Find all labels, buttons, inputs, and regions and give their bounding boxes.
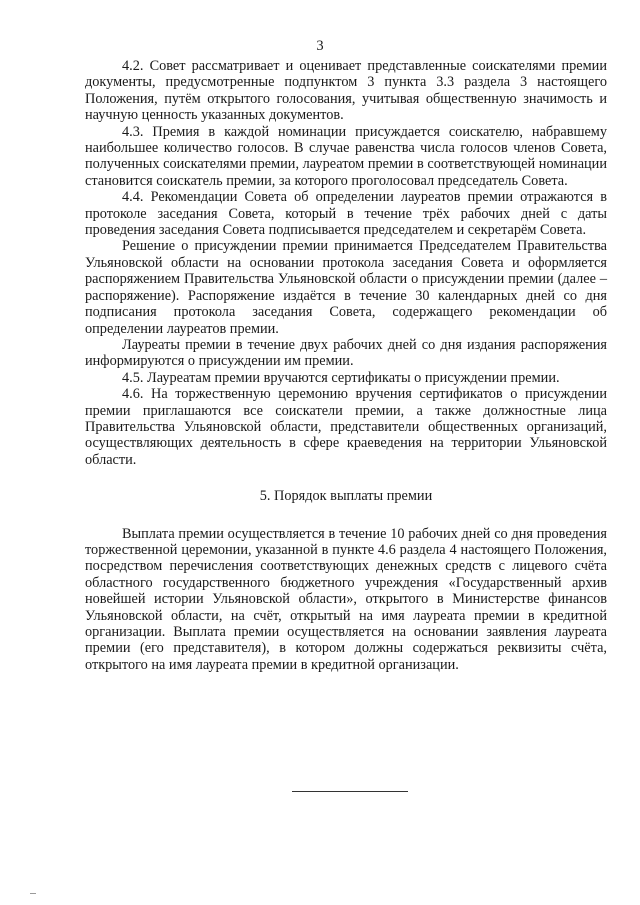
paragraph-decision: Решение о присуждении премии принимается Председателем Правительства Ульяновской области на основании протокола заседания Совета и оформляется распоряжением Правительства Ульяновской области о присуждении премии (далее – распоряжение). Распоряжение издаётся в течение 30 календарных дней со дня подписания протокола заседания Совета, содержащего рекомендации об определении лауреатов премии. <box>85 238 607 337</box>
page-number: 3 <box>316 38 324 54</box>
closing-rule <box>292 791 408 792</box>
document-body <box>85 58 607 673</box>
paragraph-4-4: 4.4. Рекомендации Совета об определении лауреатов премии отражаются в протоколе заседания Совета, который в течение трёх рабочих дней с даты проведения заседания Совета подписывается председателем и секретарём Совета. <box>85 189 607 239</box>
paragraph-4-6: 4.6. На торжественную церемонию вручения сертификатов о присуждении премии приглашаются все соискатели премии, а также должностные лица Правительства Ульяновской области, представители общественных организаций, осуществляющих деятельность в сфере краеведения на территории Ульяновской области. <box>85 386 607 468</box>
paragraph-4-5: 4.5. Лауреатам премии вручаются сертификаты о присуждении премии. <box>122 369 560 386</box>
section-5-heading: 5. Порядок выплаты премии <box>259 488 433 505</box>
section-5-text: Выплата премии осуществляется в течение 10 рабочих дней со дня проведения торжественной церемонии, указанной в пункте 4.6 раздела 4 настоящего Положения, посредством перечисления соответствующих денежных средств с лицевого счёта областного государственного бюджетного учреждения «Государственный архив новейшей истории Ульяновской области», открытого в Министерстве финансов Ульяновской области, на счёт, открытый на имя лауреата премии в кредитной организации. Выплата премии осуществляется на основании заявления лауреата премии (его представителя), в котором должны содержаться реквизиты счёта, открытого на имя лауреата премии в кредитной организации. <box>85 525 607 673</box>
paragraph-4-3: 4.3. Премия в каждой номинации присуждается соискателю, набравшему наибольшее количество голосов. В случае равенства числа голосов членов Совета, полученных соискателями премии, лауреатом премии в соответствующей номинации становится соискатель премии, за которого проголосовал председатель Совета. <box>85 123 607 189</box>
paragraph-laureates-informed: Лауреаты премии в течение двух рабочих дней со дня издания распоряжения информируются о присуждении им премии. <box>85 336 607 370</box>
scan-artifact <box>30 893 36 894</box>
paragraph-4-2: 4.2. Совет рассматривает и оценивает представленные соискателями премии документы, предусмотренные подпунктом 3 пункта 3.3 раздела 3 настоящего Положения, путём открытого голосования, учитывая общественную значимость и научную ценность указанных документов. <box>85 58 607 124</box>
